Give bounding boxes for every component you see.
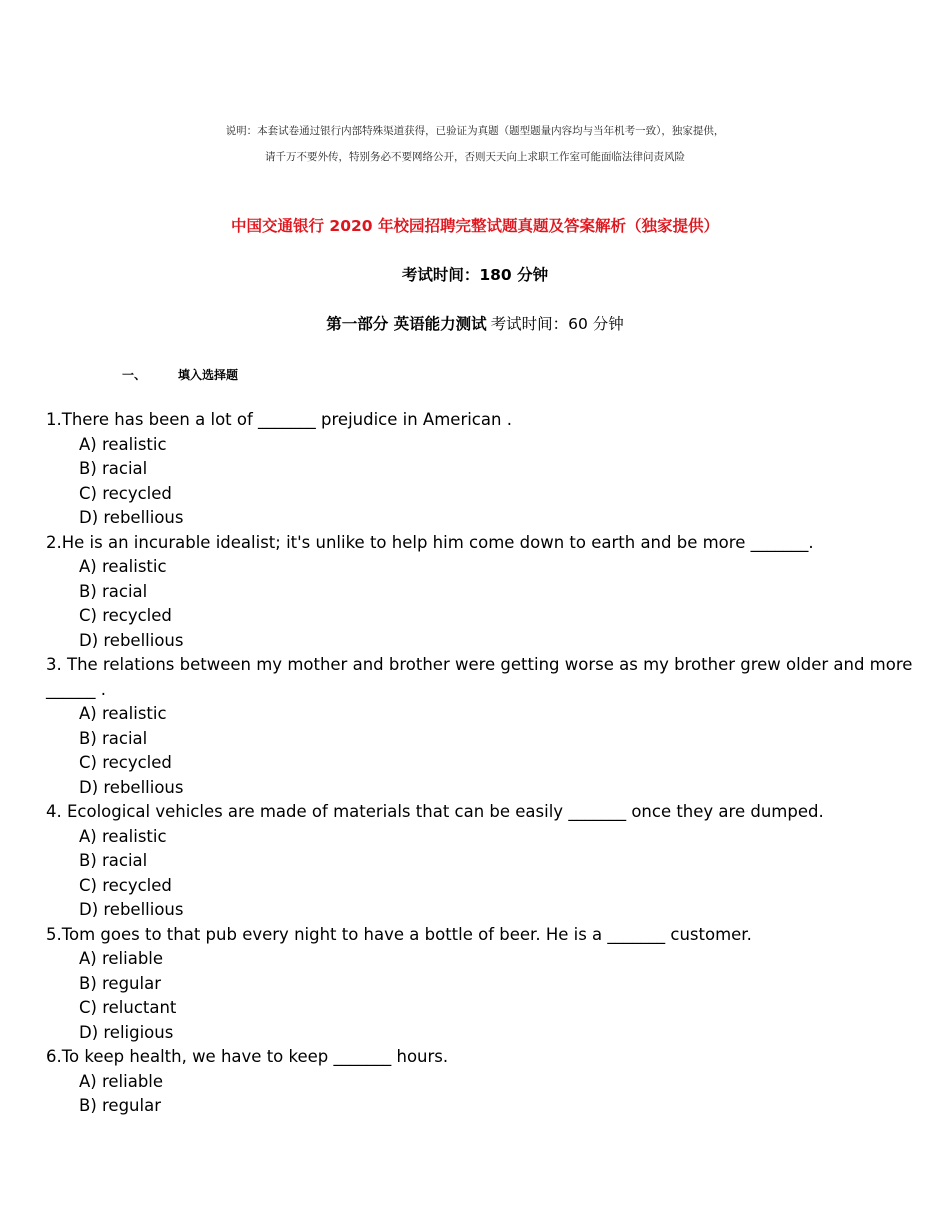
part-heading (0, 312, 950, 334)
question-option: A) reliable (79, 949, 164, 968)
question (46, 531, 916, 654)
question-option: A) realistic (79, 704, 167, 723)
question (46, 408, 916, 531)
header-note-line-1: 说明：本套试卷通过银行内部特殊渠道获得，已验证为真题（题型题量内容均与当年机考一致），独家提供， (225, 125, 725, 137)
question-option: A) realistic (79, 826, 167, 846)
question-option: B) racial (79, 459, 148, 478)
exam-total-time: 考试时间：180 分钟 (401, 266, 549, 284)
question-option: D) rebellious (79, 630, 184, 650)
question-option: A) realistic (79, 434, 167, 454)
question-option: C) recycled (79, 483, 172, 503)
question (46, 923, 916, 1046)
question-option: D) rebellious (79, 508, 184, 527)
question (46, 800, 916, 923)
question-option: A) realistic (79, 557, 167, 576)
question-stem: 4. Ecological vehicles are made of materials that can be easily _______ once they are dumped. (46, 802, 824, 821)
document-title: 中国交通银行 2020 年校园招聘完整试题真题及答案解析（独家提供） (231, 217, 719, 235)
question-stem: 1.There has been a lot of _______ prejudice in American . (46, 410, 512, 429)
section-name: 填入选择题 (178, 368, 239, 382)
question (46, 1045, 916, 1119)
question-stem: 3. The relations between my mother and brother were getting worse as my brother grew older and more ______ . (46, 655, 913, 699)
part-name: 第一部分 英语能力测试 (326, 315, 487, 333)
question-option: D) religious (79, 1022, 174, 1042)
question-stem: 6.To keep health, we have to keep _______ hours. (46, 1047, 449, 1066)
question-option: B) regular (79, 973, 161, 993)
part-time: 考试时间：60 分钟 (490, 315, 624, 333)
question-option: B) regular (79, 1096, 161, 1115)
question-option: C) recycled (79, 753, 172, 772)
question-option: B) racial (79, 851, 148, 870)
question (46, 653, 916, 800)
section-number: 一、 (122, 368, 147, 382)
question-option: C) recycled (79, 875, 172, 895)
question-option: C) reluctant (79, 998, 177, 1017)
question-stem: 5.Tom goes to that pub every night to have a bottle of beer. He is a _______ customer. (46, 924, 752, 944)
question-stem: 2.He is an incurable idealist; it's unlike to help him come down to earth and be more _______. (46, 532, 814, 552)
question-option: C) recycled (79, 606, 172, 625)
header-note-line-2: 请千万不要外传，特别务必不要网络公开，否则天天向上求职工作室可能面临法律问责风险 (265, 151, 685, 163)
question-option: D) rebellious (79, 777, 184, 797)
question-option: B) racial (79, 728, 148, 748)
question-list (46, 408, 916, 1119)
question-option: A) reliable (79, 1071, 164, 1091)
section-heading (122, 366, 238, 383)
question-option: D) rebellious (79, 900, 184, 919)
question-option: B) racial (79, 581, 148, 601)
